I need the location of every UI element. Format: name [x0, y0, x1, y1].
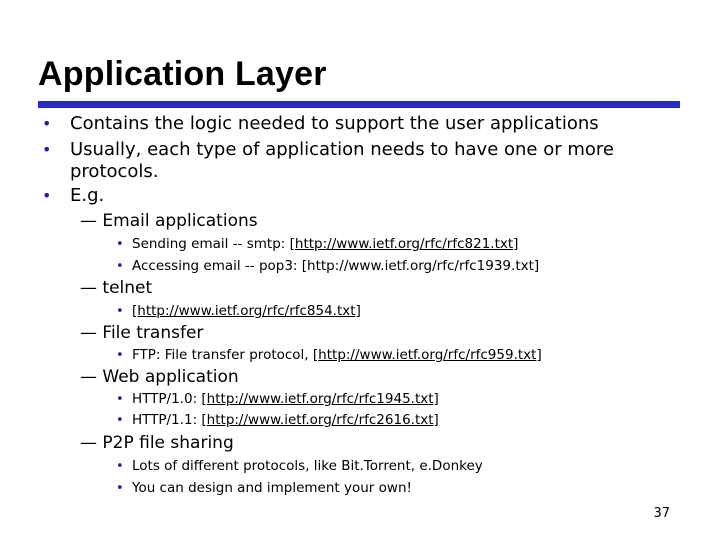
bullet-item: [42, 139, 614, 161]
rfc-link[interactable]: http://www.ietf.org/rfc/rfc854.txt: [137, 303, 356, 319]
sub-bullet: • Lots of different protocols, like Bit.Torrent, e.Donkey: [116, 458, 483, 474]
bullet-icon: •: [116, 413, 124, 428]
sub-bullet: • [http://www.ietf.org/rfc/rfc854.txt]: [116, 303, 361, 319]
rfc-link[interactable]: http://www.ietf.org/rfc/rfc1945.txt: [206, 391, 434, 407]
bullet-icon: •: [116, 237, 124, 252]
group-heading: — File transfer: [80, 323, 204, 343]
sub-bullet: • HTTP/1.1: [http://www.ietf.org/rfc/rfc2616.txt]: [116, 412, 439, 428]
bullet-icon: •: [116, 459, 124, 474]
bullet-text: Usually, each type of application needs to have one or more: [70, 139, 614, 160]
bullet-item: [42, 113, 599, 135]
bullet-icon: •: [116, 392, 124, 407]
title-underline: [38, 101, 680, 108]
bullet-icon: •: [116, 304, 124, 319]
bullet-icon: •: [42, 114, 52, 133]
bullet-item: [42, 185, 105, 207]
bullet-icon: •: [116, 259, 124, 274]
group-heading: — Web application: [80, 367, 239, 387]
sub-bullet: • FTP: File transfer protocol, [http://www.ietf.org/rfc/rfc959.txt]: [116, 347, 542, 363]
bullet-icon: •: [116, 348, 124, 363]
rfc-link[interactable]: http://www.ietf.org/rfc/rfc2616.txt: [206, 412, 434, 428]
group-heading: — P2P file sharing: [80, 433, 234, 453]
bullet-text: Contains the logic needed to support the user applications: [70, 113, 599, 134]
rfc-link[interactable]: http://www.ietf.org/rfc/rfc959.txt: [318, 347, 537, 363]
sub-bullet: • Accessing email -- pop3: [http://www.ietf.org/rfc/rfc1939.txt]: [116, 258, 540, 274]
group-heading: — telnet: [80, 278, 153, 298]
bullet-icon: •: [42, 140, 52, 159]
bullet-icon: •: [42, 186, 52, 205]
rfc-link[interactable]: http://www.ietf.org/rfc/rfc821.txt: [294, 236, 514, 252]
sub-bullet: • Sending email -- smtp: [http://www.ietf.org/rfc/rfc821.txt]: [116, 236, 519, 252]
slide-title: Application Layer: [38, 55, 327, 93]
page-number: 37: [653, 506, 670, 521]
bullet-continuation: [42, 161, 159, 183]
group-heading: — Email applications: [80, 211, 258, 231]
bullet-icon: •: [116, 481, 124, 496]
sub-bullet: • You can design and implement your own!: [116, 480, 412, 496]
bullet-text: E.g.: [70, 185, 105, 206]
sub-bullet: • HTTP/1.0: [http://www.ietf.org/rfc/rfc1945.txt]: [116, 391, 439, 407]
bullet-text: protocols.: [70, 161, 159, 182]
